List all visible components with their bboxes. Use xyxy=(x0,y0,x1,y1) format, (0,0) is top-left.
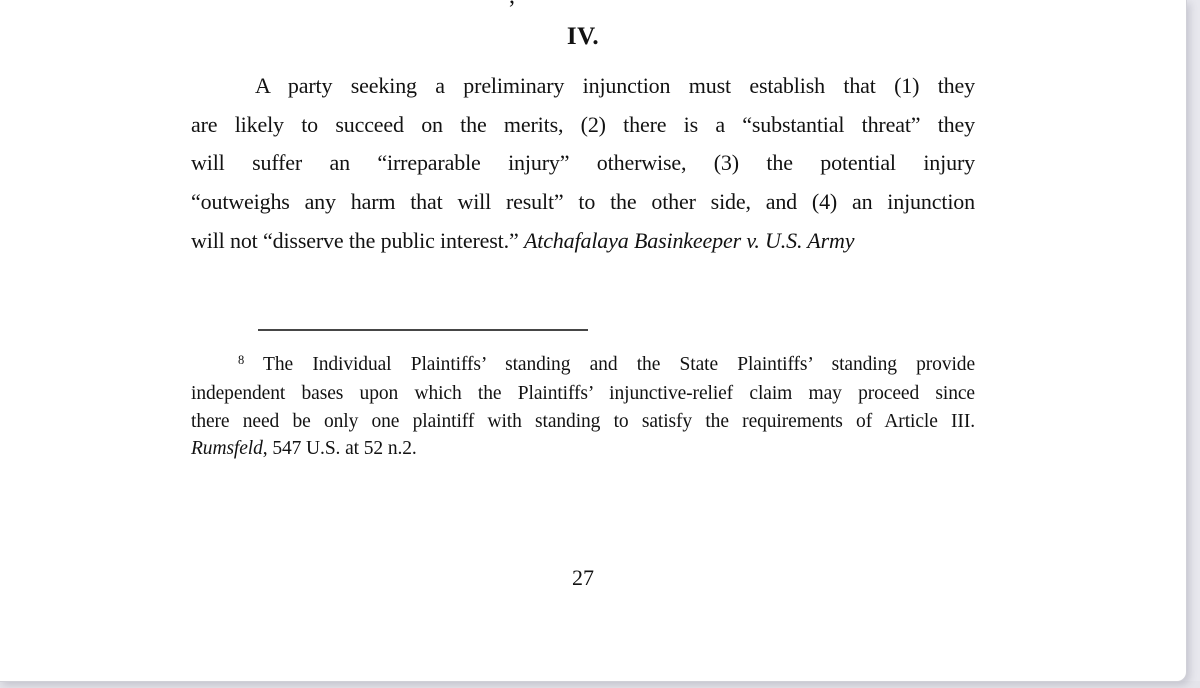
footnote-separator-rule xyxy=(258,329,588,331)
right-gutter xyxy=(1186,0,1200,688)
text-segment: Atchafalaya Basinkeeper v. U.S. Army xyxy=(523,227,855,253)
text-segment: there need be only one plaintiff with standing to satisfy the requirements of Article III. xyxy=(191,410,975,432)
text-segment: A party seeking a preliminary injunction must establish that (1) they xyxy=(255,73,975,98)
text-segment: independent bases upon which the Plaintiffs’ injunctive-relief claim may proceed since xyxy=(191,383,975,405)
text-line xyxy=(191,67,975,106)
text-segment: “outweighs any harm that will result” to the other side, and (4) an injunction xyxy=(191,189,975,215)
text-segment: , 547 U.S. at 52 n.2. xyxy=(262,438,417,460)
text-line xyxy=(191,380,975,407)
text-segment: are likely to succeed on the merits, (2) there is a “substantial threat” they xyxy=(191,111,975,137)
footnote-marker: 8 xyxy=(238,353,245,367)
text-line xyxy=(191,144,975,183)
text-line xyxy=(191,351,975,380)
bottom-gutter xyxy=(0,681,1200,688)
text-segment: The Individual Plaintiffs’ standing and the State Plaintiffs’ standing provide xyxy=(244,354,975,375)
text-segment: will suffer an “irreparable injury” otherwise, (3) the potential injury xyxy=(191,150,975,176)
text-line xyxy=(191,106,975,145)
cropped-line-fragment xyxy=(509,0,515,10)
text-line xyxy=(191,408,975,435)
body-paragraph xyxy=(191,67,975,261)
text-segment: Rumsfeld xyxy=(191,438,263,460)
text-line xyxy=(191,222,975,261)
page-number: 27 xyxy=(572,565,594,590)
section-heading: IV. xyxy=(566,23,600,50)
footnote xyxy=(191,351,975,463)
text-line xyxy=(191,435,975,462)
text-line xyxy=(191,183,975,222)
text-segment: will not “disserve the public interest.” xyxy=(191,227,524,253)
